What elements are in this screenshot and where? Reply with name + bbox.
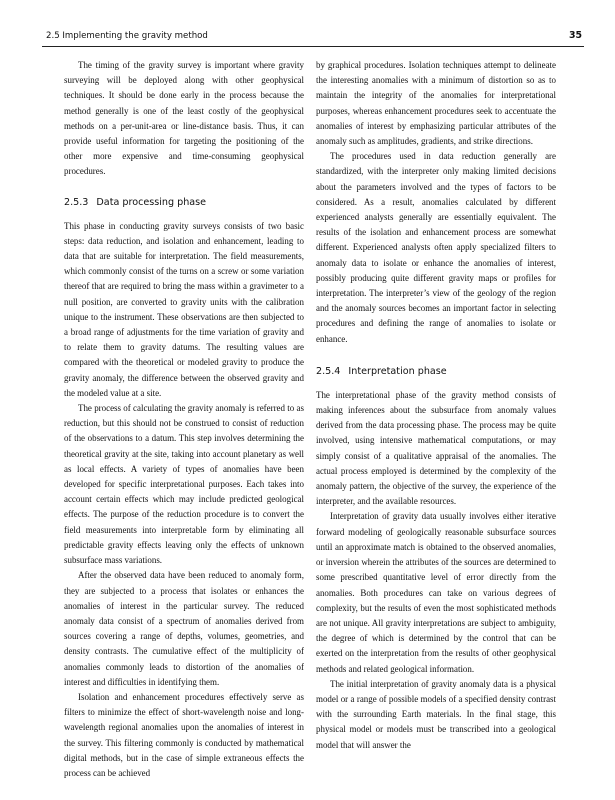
paragraph: The initial interpretation of gravity anomaly data is a physical model or a range of possible models of a specified density contrast with the surrounding Earth materials. In the final stage, this physical model or models must be transcribed into a geological model that will answer the [316,678,556,750]
paragraph: The process of calculating the gravity anomaly is referred to as reduction, but this should not be construed to consist of reduction of the observations to a datum. This step involves determining the theoretical gravity at the site, taking into account planetary as well as local effects. A variety of types of anomalies have been developed for specific interpretational purposes. Each takes into account certain effects which may include predicted geological effects. The purpose of the reduction procedure is to convert the field measurements into interpretable form by eliminating all predictable gravity effects leaving only the effects of unknown subsurface mass variations. [64,403,304,566]
paragraph: The procedures used in data reduction generally are standardized, with the interpreter only making limited decisions about the parameters involved and the types of factors to be considered. As a result, anomalies calculated by different experienced analysts generally are essentially equivalent. The results of the isolation and enhancement process are somewhat different. Experienced analysts often apply specialized filters to anomaly data to isolate or enhance the anomalies of interest, possibly producing quite different gravity maps or profiles for interpretation. The interpreter’s view of the geology of the region and the anomaly sources becomes an important factor in selecting procedures and defining the range of anomalies to isolate or enhance. [316,151,556,344]
header-rule [42,46,584,47]
page-number: 35 [568,30,582,41]
paragraph: Isolation and enhancement procedures effectively serve as filters to minimize the effect of short-wavelength noise and long-wavelength regional anomalies upon the anomalies of interest in the survey. This filtering commonly is conducted by mathematical digital methods, but in the case of simple extraneous effects the process can be achieved [64,691,304,778]
paragraph: The timing of the gravity survey is important where gravity surveying will be deployed along with other geophysical techniques. It should be done early in the process because the method generally is one of the least costly of the geophysical methods on a per-unit-area or line-distance basis. Thus, it can provide useful information for targeting the positioning of the other more expensive and time-consuming geophysical procedures. [64,60,304,177]
paragraph: This phase in conducting gravity surveys consists of two basic steps: data reduction, and isolation and enhancement, leading to data that are suitable for interpretation. The field measurements, which commonly consist of the turns on a screw or some variation thereof that are required to bring the mass within a gravimeter to a null position, are converted to gravity units with the calibration unique to the instrument. These observations are then subjected to a broad range of adjustments for the time variation of gravity and to relate them to gravity datums. The resulting values are compared with the theoretical or modeled gravity to produce the gravity anomaly, the difference between the observed gravity and the modeled value at a site. [64,220,304,398]
running-header [42,28,582,42]
left-column [64,58,304,781]
section-title: 2.5 Implementing the gravity method [46,31,208,41]
paragraph: Interpretation of gravity data usually involves either iterative forward modeling of geologically reasonable subsurface sources until an approximate match is obtained to the observed anomalies, or inversion wherein the attributes of the sources are determined to some prescribed quantitative level of error directly from the anomalies. Both procedures can take on various degrees of complexity, but the results of even the most sophisticated methods are not unique. All gravity interpretations are subject to ambiguity, the degree of which is determined by the control that can be exerted on the interpretation from the results of other geophysical methods and related geological information. [316,511,556,674]
paragraph: After the observed data have been reduced to anomaly form, they are subjected to a process that isolates or enhances the anomalies of interest in the particular survey. The reduced anomaly data consist of a spectrum of anomalies derived from sources covering a range of depths, volumes, geometries, and density contrasts. The cumulative effect of the multiplicity of anomalies commonly leads to distortion of the anomalies of interest and difficulties in identifying them. [64,570,304,687]
heading-text: Interpretation phase [348,365,447,377]
heading-number: 2.5.3 [64,196,89,208]
paragraph: by graphical procedures. Isolation techniques attempt to delineate the interesting anomalies with a minimum of distortion so as to maintain the integrity of the anomalies for interpretational purposes, whereas enhancement procedures seek to accentuate the anomalies of interest by emphasizing particular attributes of the anomaly such as amplitudes, gradients, and strike directions. [316,60,556,147]
right-column [316,58,556,753]
section-heading-2-5-4 [316,364,556,379]
section-heading-2-5-3 [64,195,304,210]
paragraph: The interpretational phase of the gravity method consists of making inferences about the subsurface from anomaly values derived from the data processing phase. The process may be quite involved, using intensive mathematical computations, or may simply consist of a qualitative appraisal of the anomalies. The actual process employed is determined by the complexity of the anomaly pattern, the objective of the survey, the experience of the interpreter, and the available resources. [316,389,556,507]
heading-number: 2.5.4 [316,365,341,377]
heading-text: Data processing phase [96,196,207,208]
